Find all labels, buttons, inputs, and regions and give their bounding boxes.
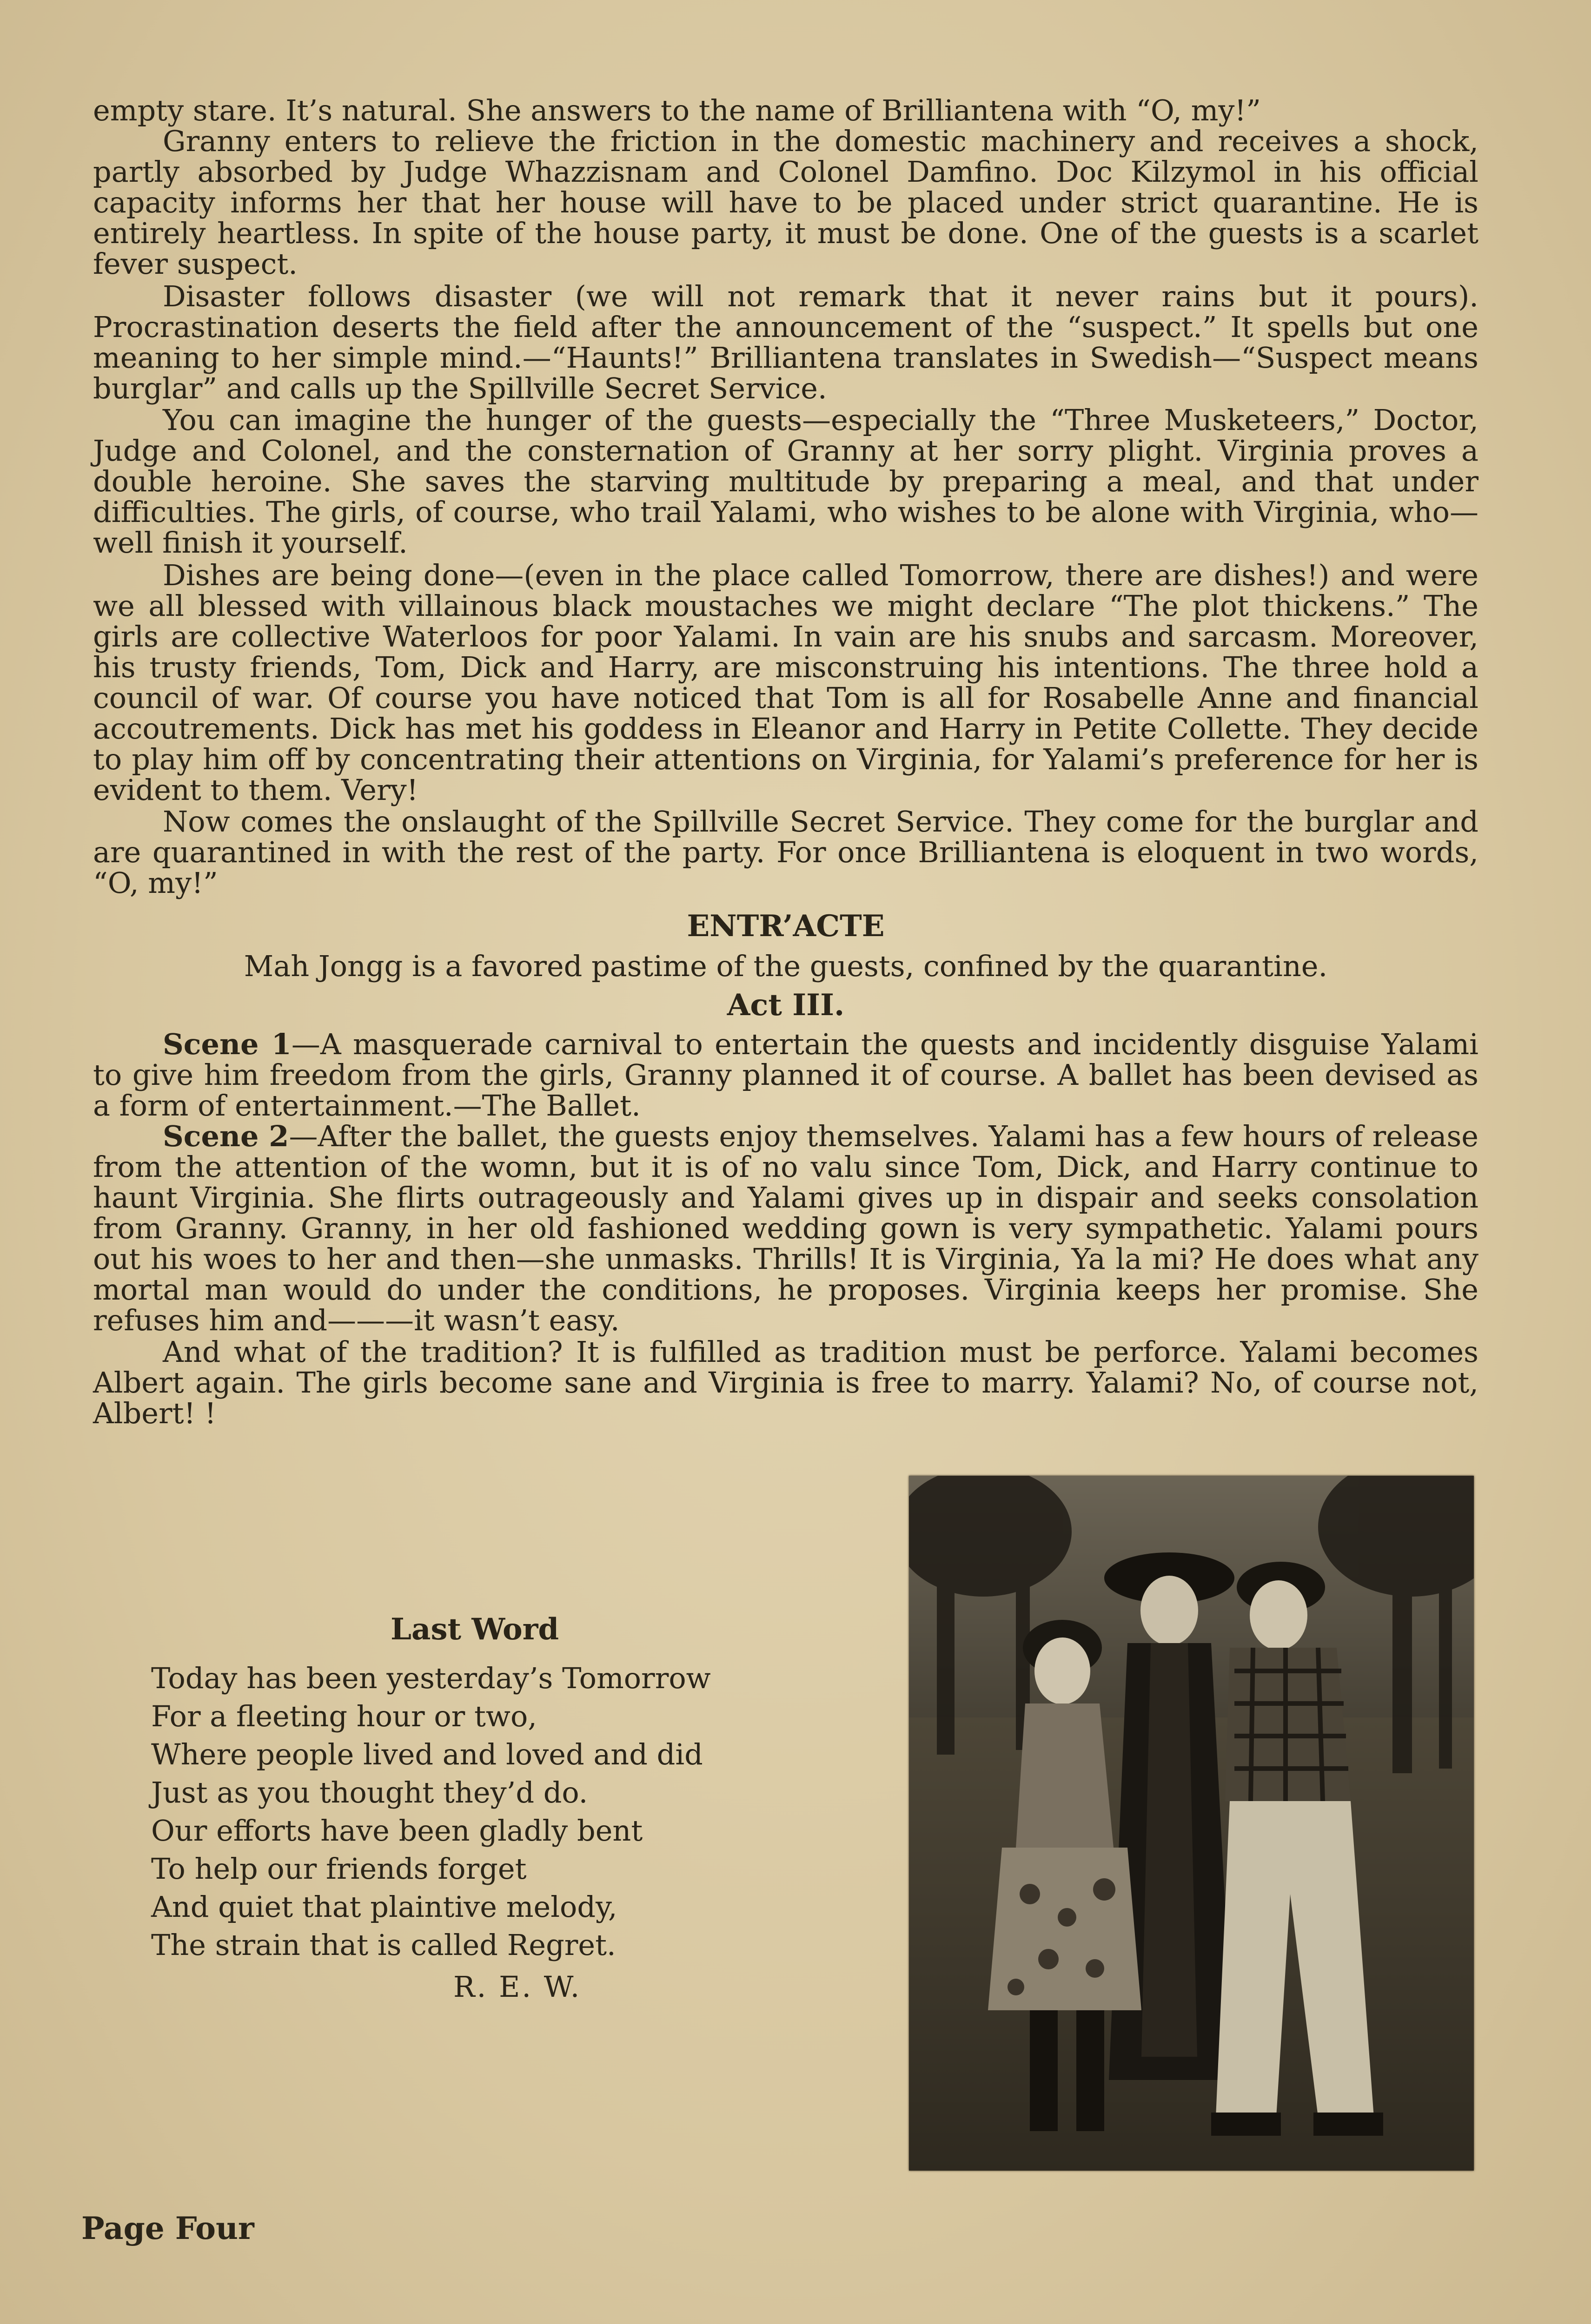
- poem-line: Just as you thought they’d do.: [151, 1776, 588, 1809]
- poem-author: R. E. W.: [453, 1970, 582, 2004]
- poem-line: Today has been yesterday’s Tomorrow: [151, 1661, 711, 1695]
- paragraph-4: You can imagine the hunger of the guests—especially the “Three Musketeers,” Doctor, Judge and Colonel, and the consternation of Granny at her sorry plight. Virginia proves a double heroine. She saves the starving multitude by preparing a meal, and that under difficulties. The girls, of course, who trail Yalami, who wishes to be alone with Virginia, who—well finish it yourself.: [93, 403, 1478, 560]
- closing-paragraph: And what of the tradition? It is fulfilled as tradition must be perforce. Yalami becomes Albert again. The girls become sane and Virginia is free to marry. Yalami? No, of course not, Albert! !: [93, 1335, 1478, 1430]
- entracte-heading: ENTR’ACTE: [687, 909, 885, 944]
- scene-1-label: Scene 1: [163, 1027, 292, 1061]
- photo-illustration: [909, 1476, 1474, 2171]
- scene-2-text: —After the ballet, the guests enjoy themselves. Yalami has a few hours of release from the attention of the womn, but it is of no valu since Tom, Dick, and Harry continue to haunt Virginia. She flirts outrageously and Yalami gives up in dispair and seeks consolation from Granny. Granny, in her old fashioned wedding gown is very sympathetic. Yalami pours out his woes to her and then—she unmasks. Thrills! It is Virginia, Ya la mi? He does what any mortal man would do under the conditions, he proposes. Virginia keeps her promise. She refuses him and———it wasn’t easy.: [93, 1119, 1478, 1337]
- scene-1-text: —A masquerade carnival to entertain the quests and incidently disguise Yalami to give him freedom from the girls, Granny planned it of course. A ballet has been devised as a form of entertainment.—The Ballet.: [93, 1027, 1478, 1122]
- scene-1-paragraph: [93, 1029, 1478, 1121]
- page-number: Page Four: [81, 2210, 254, 2246]
- poem-line: The strain that is called Regret.: [151, 1928, 616, 1962]
- poem-line: Where people lived and loved and did: [151, 1737, 703, 1771]
- entracte-text: Mah Jongg is a favored pastime of the guests, confined by the quarantine.: [244, 949, 1328, 983]
- paragraph-5: Dishes are being done—(even in the place called Tomorrow, there are dishes!) and were we all blessed with villainous black moustaches we might declare “The plot thickens.” The girls are collective Waterloos for poor Yalami. In vain are his snubs and sarcasm. Moreover, his trusty friends, Tom, Dick and Harry, are misconstruing his intentions. The three hold a council of war. Of course you have noticed that Tom is all for Rosabelle Anne and financial accoutrements. Dick has met his goddess in Eleanor and Harry in Petite Collette. They decide to play him off by concentrating their attentions on Virginia, for Yalami’s preference for her is evident to them. Very!: [93, 558, 1478, 807]
- paragraph-3: Disaster follows disaster (we will not remark that it never rains but it pours). Procrastination deserts the field after the announcement of the “suspect.” It spells but one meaning to her simple mind.—“Haunts!” Brilliantena translates in Swedish—“Suspect means burglar” and calls up the Spillville Secret Service.: [93, 279, 1478, 405]
- costumed-trio-photo: [909, 1476, 1474, 2171]
- poem-title: Last Word: [391, 1612, 559, 1647]
- paragraph-1: empty stare. It’s natural. She answers to the name of Brilliantena with “O, my!”: [93, 93, 1261, 127]
- scene-2-label: Scene 2: [163, 1119, 289, 1153]
- scene-2-paragraph: [93, 1121, 1478, 1336]
- poem-line: Our efforts have been gladly bent: [151, 1814, 643, 1848]
- poem-line: For a fleeting hour or two,: [151, 1699, 537, 1733]
- act-three-heading: Act III.: [727, 988, 845, 1023]
- poem-line: And quiet that plaintive melody,: [151, 1890, 617, 1924]
- poem-line: To help our friends forget: [151, 1852, 527, 1886]
- paragraph-6: Now comes the onslaught of the Spillville Secret Service. They come for the burglar and are quarantined in with the rest of the party. For once Brilliantena is eloquent in two words, “O, my!”: [93, 805, 1478, 900]
- poem-body: [151, 1659, 711, 1964]
- paragraph-2: Granny enters to relieve the friction in the domestic machinery and receives a shock, partly absorbed by Judge Whazzisnam and Colonel Damfino. Doc Kilzymol in his official capacity informs her that her house will have to be placed under strict quarantine. He is entirely heartless. In spite of the house party, it must be done. One of the guests is a scarlet fever suspect.: [93, 124, 1478, 281]
